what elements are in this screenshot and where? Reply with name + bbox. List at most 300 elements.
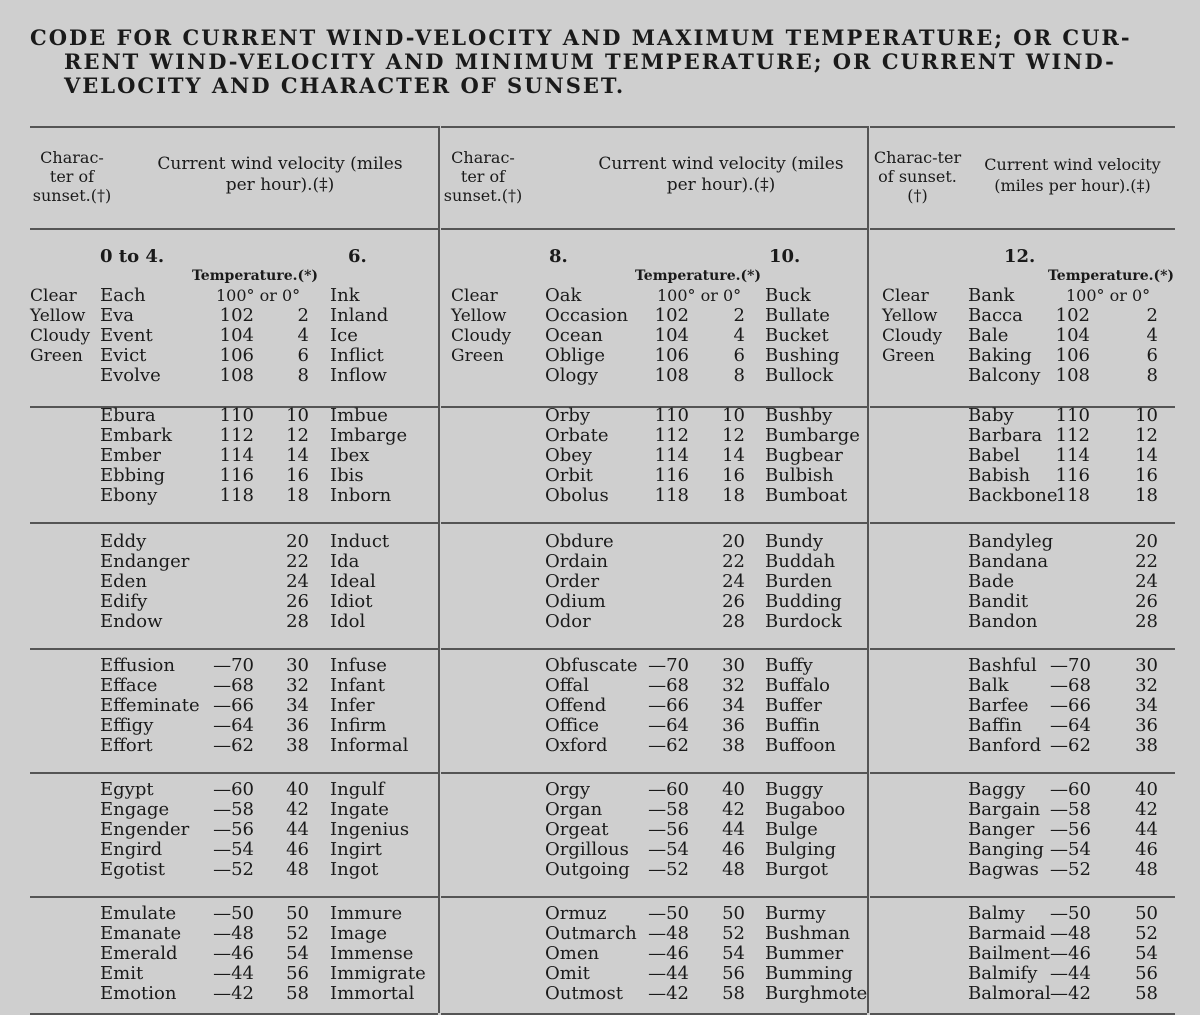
temperature-min: 16 xyxy=(286,465,309,486)
code-word: Emulate xyxy=(100,903,177,924)
temperature-min: 28 xyxy=(286,611,309,632)
code-word: Event xyxy=(100,325,153,346)
temperature-max: 110 xyxy=(219,405,254,426)
temperature-max: —54 xyxy=(648,839,689,860)
code-word: Baggy xyxy=(968,779,1026,800)
code-word: Outgoing xyxy=(545,859,630,880)
temperature-max: —42 xyxy=(1050,983,1091,1004)
code-word: Obdure xyxy=(545,531,614,552)
code-row xyxy=(441,676,867,696)
code-row xyxy=(441,964,867,984)
code-word: Obey xyxy=(545,445,593,466)
code-word: Immigrate xyxy=(330,963,426,984)
code-row xyxy=(30,656,438,676)
temperature-min: 32 xyxy=(722,675,745,696)
code-word: Bulging xyxy=(765,839,836,860)
temp-or: or xyxy=(254,286,282,305)
temperature-max: —56 xyxy=(648,819,689,840)
speed-label: 8. xyxy=(549,246,568,267)
code-word: Burghmote xyxy=(765,983,868,1004)
code-block xyxy=(441,648,867,774)
temperature-min: 36 xyxy=(722,715,745,736)
temperature-max: —46 xyxy=(213,943,254,964)
code-block xyxy=(870,284,1175,408)
code-word: Ibis xyxy=(330,465,364,486)
code-word: Outmarch xyxy=(545,923,637,944)
code-word: Efface xyxy=(100,675,158,696)
temperature-max: 104 xyxy=(1055,325,1090,346)
sunset-heading: Charac-ter of sunset.(†) xyxy=(443,148,523,205)
code-word: Omen xyxy=(545,943,600,964)
code-word: Bullock xyxy=(765,365,834,386)
temperature-min: 2 xyxy=(733,305,745,326)
temperature-min: 28 xyxy=(722,611,745,632)
code-word: Bandon xyxy=(968,611,1038,632)
temperature-max: 108 xyxy=(654,365,689,386)
code-word: Bale xyxy=(968,325,1009,346)
column-header xyxy=(441,126,867,230)
code-word: Oblige xyxy=(545,345,605,366)
code-word: Infirm xyxy=(330,715,387,736)
code-word: Offend xyxy=(545,695,607,716)
code-row xyxy=(441,736,867,756)
code-word: Orgillous xyxy=(545,839,629,860)
temperature-min: 2 xyxy=(297,305,309,326)
code-word: Occasion xyxy=(545,305,629,326)
code-row xyxy=(870,964,1175,984)
temperature-min: 14 xyxy=(286,445,309,466)
code-word: Image xyxy=(330,923,388,944)
code-row xyxy=(441,840,867,860)
code-row xyxy=(30,716,438,736)
temperature-max: 118 xyxy=(1055,485,1090,506)
code-row xyxy=(30,326,438,346)
temperature-min: 48 xyxy=(1135,859,1158,880)
temperature-min: 40 xyxy=(286,779,309,800)
code-word: Ink xyxy=(330,285,360,306)
temperature-min: 18 xyxy=(722,485,745,506)
temperature-max: —44 xyxy=(1050,963,1091,984)
temperature-min: 18 xyxy=(1135,485,1158,506)
code-word: Buffalo xyxy=(765,675,830,696)
temp-min-head: 0° xyxy=(1132,286,1151,305)
temperature-min: 50 xyxy=(1135,903,1158,924)
temperature-min: 54 xyxy=(722,943,745,964)
code-word: Infant xyxy=(330,675,385,696)
code-row xyxy=(870,592,1175,612)
temperature-min: 36 xyxy=(1135,715,1158,736)
code-row xyxy=(441,592,867,612)
temperature-min: 42 xyxy=(1135,799,1158,820)
code-word: Obolus xyxy=(545,485,609,506)
code-word: Bushman xyxy=(765,923,851,944)
temperature-max: —52 xyxy=(1050,859,1091,880)
temperature-min: 34 xyxy=(722,695,745,716)
code-word: Effusion xyxy=(100,655,175,676)
temperature-max: —50 xyxy=(648,903,689,924)
code-block xyxy=(870,896,1175,1015)
code-row xyxy=(441,286,867,306)
code-row xyxy=(441,532,867,552)
code-word: Orbate xyxy=(545,425,609,446)
code-row xyxy=(441,944,867,964)
temperature-max: —64 xyxy=(1050,715,1091,736)
speed-label: 10. xyxy=(769,246,801,267)
code-word: Bulge xyxy=(765,819,818,840)
temperature-max: 102 xyxy=(219,305,254,326)
code-word: Burdock xyxy=(765,611,842,632)
temp-min-head: 0° xyxy=(723,286,742,305)
temperature-min: 28 xyxy=(1135,611,1158,632)
table-column-1 xyxy=(30,126,440,1013)
table-column-3 xyxy=(870,126,1175,1013)
code-word: Offal xyxy=(545,675,590,696)
code-row xyxy=(30,466,438,486)
code-row xyxy=(441,904,867,924)
temperature-max: —70 xyxy=(213,655,254,676)
temperature-min: 22 xyxy=(286,551,309,572)
code-row xyxy=(870,820,1175,840)
temperature-min: 52 xyxy=(1135,923,1158,944)
temperature-min: 38 xyxy=(286,735,309,756)
temp-or: or xyxy=(1104,286,1132,305)
code-word: Babel xyxy=(968,445,1020,466)
temperature-min: 30 xyxy=(286,655,309,676)
code-word: Edify xyxy=(100,591,148,612)
code-block xyxy=(870,772,1175,898)
code-row xyxy=(870,346,1175,366)
code-word: Ocean xyxy=(545,325,603,346)
code-row xyxy=(870,656,1175,676)
temperature-min: 26 xyxy=(722,591,745,612)
table-column-2 xyxy=(441,126,869,1013)
code-word: Barmaid xyxy=(968,923,1046,944)
temperature-min: 44 xyxy=(722,819,745,840)
code-word: Bullate xyxy=(765,305,830,326)
sunset-term: Yellow xyxy=(882,306,938,326)
code-row xyxy=(441,780,867,800)
code-word: Infuse xyxy=(330,655,387,676)
code-word: Babish xyxy=(968,465,1031,486)
code-row xyxy=(441,612,867,632)
code-word: Inflow xyxy=(330,365,387,386)
temperature-min: 20 xyxy=(286,531,309,552)
temperature-min: 40 xyxy=(722,779,745,800)
temperature-min: 42 xyxy=(722,799,745,820)
temperature-max: 102 xyxy=(1055,305,1090,326)
code-row xyxy=(30,860,438,880)
temperature-max: 102 xyxy=(654,305,689,326)
temperature-min: 58 xyxy=(722,983,745,1004)
temperature-min: 52 xyxy=(722,923,745,944)
temperature-min: 26 xyxy=(1135,591,1158,612)
temp-min-head: 0° xyxy=(282,286,301,305)
code-word: Ida xyxy=(330,551,360,572)
code-word: Ingot xyxy=(330,859,379,880)
code-block xyxy=(441,398,867,524)
code-word: Evolve xyxy=(100,365,161,386)
temperature-heading: Temperature.(*) xyxy=(635,268,762,284)
temperature-max: —42 xyxy=(648,983,689,1004)
temperature-min: 58 xyxy=(286,983,309,1004)
code-row xyxy=(441,820,867,840)
temperature-max: —66 xyxy=(213,695,254,716)
temperature-min: 2 xyxy=(1146,305,1158,326)
code-word: Engage xyxy=(100,799,170,820)
code-word: Buddah xyxy=(765,551,836,572)
code-word: Burmy xyxy=(765,903,826,924)
code-word: Bashful xyxy=(968,655,1037,676)
temperature-min: 24 xyxy=(286,571,309,592)
code-word: Order xyxy=(545,571,600,592)
code-row xyxy=(30,306,438,326)
code-word: Effeminate xyxy=(100,695,200,716)
temperature-max: 108 xyxy=(219,365,254,386)
code-row xyxy=(30,552,438,572)
code-row xyxy=(870,466,1175,486)
temp-max-head: 100° xyxy=(216,286,255,305)
code-word: Each xyxy=(100,285,146,306)
code-word: Oxford xyxy=(545,735,608,756)
code-row xyxy=(30,820,438,840)
code-word: Bargain xyxy=(968,799,1041,820)
velocity-heading: Current wind velocity (miles per hour).(‡) xyxy=(157,154,403,195)
code-row xyxy=(441,860,867,880)
temperature-max: 118 xyxy=(654,485,689,506)
code-row xyxy=(441,306,867,326)
speed-label: 6. xyxy=(348,246,367,267)
code-row xyxy=(870,924,1175,944)
temperature-max: —66 xyxy=(648,695,689,716)
code-row xyxy=(441,346,867,366)
temperature-min: 24 xyxy=(722,571,745,592)
temperature-min: 38 xyxy=(1135,735,1158,756)
code-row xyxy=(441,656,867,676)
code-word: Burden xyxy=(765,571,833,592)
code-word: Backbone xyxy=(968,485,1058,506)
temperature-min: 56 xyxy=(1135,963,1158,984)
temperature-min: 26 xyxy=(286,591,309,612)
temperature-min: 58 xyxy=(1135,983,1158,1004)
code-row xyxy=(30,612,438,632)
temperature-min: 16 xyxy=(1135,465,1158,486)
code-word: Bacca xyxy=(968,305,1023,326)
sunset-term: Yellow xyxy=(451,306,507,326)
code-row xyxy=(870,532,1175,552)
temperature-max: —64 xyxy=(213,715,254,736)
velocity-heading: Current wind velocity (miles per hour).(‡) xyxy=(984,155,1161,195)
temperature-min: 56 xyxy=(286,963,309,984)
sunset-term: Cloudy xyxy=(882,326,943,346)
code-word: Bumming xyxy=(765,963,853,984)
code-row xyxy=(30,944,438,964)
code-word: Oak xyxy=(545,285,582,306)
velocity-heading: Current wind velocity (miles per hour).(‡) xyxy=(598,154,844,195)
temperature-min: 16 xyxy=(722,465,745,486)
code-block xyxy=(441,284,867,408)
temperature-min: 4 xyxy=(297,325,309,346)
code-word: Ology xyxy=(545,365,599,386)
temperature-min: 14 xyxy=(1135,445,1158,466)
code-word: Effigy xyxy=(100,715,154,736)
temperature-min: 4 xyxy=(733,325,745,346)
temperature-max: 106 xyxy=(1055,345,1090,366)
speed-label: 0 to 4. xyxy=(100,246,165,267)
code-word: Idol xyxy=(330,611,366,632)
temperature-min: 46 xyxy=(722,839,745,860)
temperature-max: —60 xyxy=(648,779,689,800)
code-word: Inborn xyxy=(330,485,392,506)
code-row xyxy=(30,964,438,984)
temperature-max: —68 xyxy=(213,675,254,696)
temperature-max: —48 xyxy=(213,923,254,944)
temperature-max: —58 xyxy=(648,799,689,820)
code-word: Obfuscate xyxy=(545,655,638,676)
temperature-min: 20 xyxy=(722,531,745,552)
speed-label: 12. xyxy=(1004,246,1036,267)
temperature-min: 50 xyxy=(286,903,309,924)
code-word: Bushby xyxy=(765,405,833,426)
temperature-max: —48 xyxy=(1050,923,1091,944)
code-block xyxy=(441,896,867,1015)
temperature-min: 44 xyxy=(286,819,309,840)
temperature-max: —66 xyxy=(1050,695,1091,716)
code-word: Bumbarge xyxy=(765,425,860,446)
code-row xyxy=(870,800,1175,820)
code-word: Emanate xyxy=(100,923,182,944)
code-word: Effort xyxy=(100,735,153,756)
temperature-min: 32 xyxy=(1135,675,1158,696)
code-word: Ingenius xyxy=(330,819,410,840)
code-word: Banging xyxy=(968,839,1044,860)
code-word: Eva xyxy=(100,305,135,326)
temperature-max: —62 xyxy=(1050,735,1091,756)
code-word: Buffer xyxy=(765,695,822,716)
code-row xyxy=(441,326,867,346)
temperature-max: —60 xyxy=(1050,779,1091,800)
code-row xyxy=(441,800,867,820)
temperature-min: 10 xyxy=(286,405,309,426)
code-word: Evict xyxy=(100,345,147,366)
code-row xyxy=(441,366,867,386)
temperature-min: 10 xyxy=(1135,405,1158,426)
code-row xyxy=(441,572,867,592)
temperature-min: 22 xyxy=(722,551,745,572)
code-word: Ebony xyxy=(100,485,158,506)
sunset-term: Green xyxy=(30,346,83,366)
code-word: Emotion xyxy=(100,983,177,1004)
code-word: Bank xyxy=(968,285,1015,306)
code-row xyxy=(870,780,1175,800)
speed-row xyxy=(870,246,1175,266)
temperature-max: 110 xyxy=(654,405,689,426)
code-word: Ice xyxy=(330,325,358,346)
code-word: Endow xyxy=(100,611,163,632)
sunset-term: Clear xyxy=(882,286,929,306)
temperature-max: 112 xyxy=(1055,425,1090,446)
code-block xyxy=(870,524,1175,650)
sunset-term: Green xyxy=(451,346,504,366)
temperature-heading: Temperature.(*) xyxy=(1048,268,1175,284)
temperature-max: 106 xyxy=(654,345,689,366)
code-word: Bumboat xyxy=(765,485,848,506)
title-line-1: CODE FOR CURRENT WIND-VELOCITY AND MAXIMUM TEMPERATURE; OR CUR- xyxy=(30,25,1132,50)
code-row xyxy=(441,486,867,506)
temperature-min: 6 xyxy=(733,345,745,366)
temperature-min: 48 xyxy=(286,859,309,880)
temperature-min: 22 xyxy=(1135,551,1158,572)
speed-row xyxy=(30,246,438,266)
code-word: Barbara xyxy=(968,425,1043,446)
code-block xyxy=(30,284,438,408)
code-row xyxy=(870,840,1175,860)
temperature-max: —50 xyxy=(1050,903,1091,924)
temperature-max: —54 xyxy=(213,839,254,860)
temperature-max: —62 xyxy=(648,735,689,756)
temperature-min: 44 xyxy=(1135,819,1158,840)
code-row xyxy=(30,532,438,552)
temperature-max: 118 xyxy=(219,485,254,506)
code-row xyxy=(870,326,1175,346)
code-row xyxy=(870,676,1175,696)
code-row xyxy=(870,572,1175,592)
temperature-max: 116 xyxy=(219,465,254,486)
code-word: Induct xyxy=(330,531,390,552)
temp-max-head: 100° xyxy=(657,286,696,305)
temperature-min: 18 xyxy=(286,485,309,506)
temperature-min: 52 xyxy=(286,923,309,944)
code-word: Balmoral xyxy=(968,983,1051,1004)
code-row xyxy=(870,612,1175,632)
code-word: Buck xyxy=(765,285,811,306)
code-row xyxy=(870,696,1175,716)
code-word: Banford xyxy=(968,735,1042,756)
temperature-max: 110 xyxy=(1055,405,1090,426)
code-word: Buggy xyxy=(765,779,824,800)
code-row xyxy=(30,446,438,466)
code-word: Orbit xyxy=(545,465,593,486)
code-row xyxy=(870,426,1175,446)
code-row xyxy=(441,552,867,572)
temperature-min: 46 xyxy=(286,839,309,860)
code-block xyxy=(870,648,1175,774)
temperature-max: —56 xyxy=(1050,819,1091,840)
code-row xyxy=(441,984,867,1004)
temperature-min: 48 xyxy=(722,859,745,880)
code-word: Bundy xyxy=(765,531,824,552)
temp-max-head: 100° xyxy=(1066,286,1105,305)
code-word: Inflict xyxy=(330,345,384,366)
temperature-min: 56 xyxy=(722,963,745,984)
temperature-max: 114 xyxy=(219,445,254,466)
code-word: Budding xyxy=(765,591,842,612)
code-word: Egypt xyxy=(100,779,154,800)
code-word: Emit xyxy=(100,963,144,984)
code-word: Ebbing xyxy=(100,465,166,486)
temperature-max: 112 xyxy=(219,425,254,446)
code-block xyxy=(30,524,438,650)
code-word: Immense xyxy=(330,943,414,964)
temperature-min: 34 xyxy=(286,695,309,716)
code-row xyxy=(441,696,867,716)
temperature-heading: Temperature.(*) xyxy=(192,268,319,284)
code-word: Ordain xyxy=(545,551,608,572)
sunset-term: Cloudy xyxy=(451,326,512,346)
temperature-max: —52 xyxy=(213,859,254,880)
temperature-max: —62 xyxy=(213,735,254,756)
temperature-min: 32 xyxy=(286,675,309,696)
temperature-min: 50 xyxy=(722,903,745,924)
